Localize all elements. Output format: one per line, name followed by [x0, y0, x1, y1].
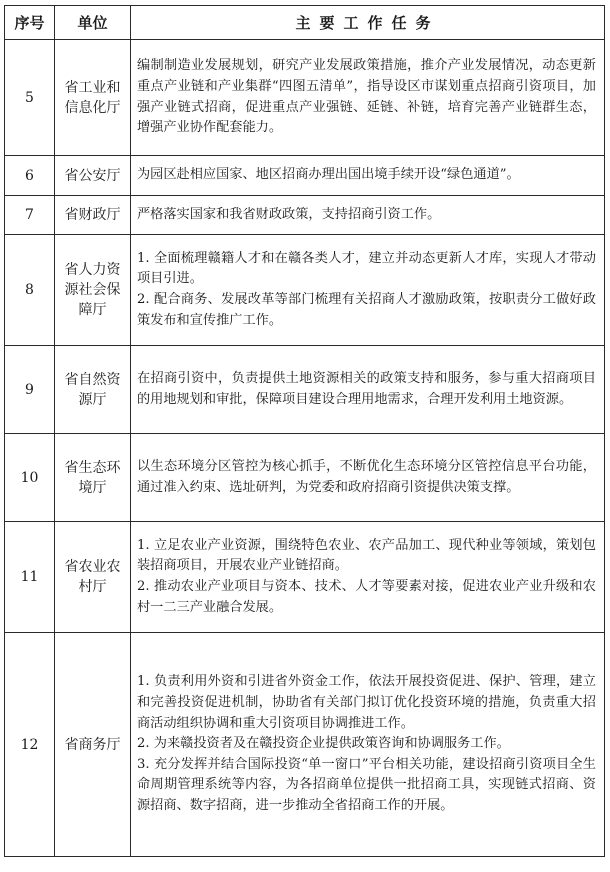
task-item: 严格落实国家和我省财政政策，支持招商引资工作。: [137, 206, 441, 222]
row-number: 11: [5, 522, 55, 633]
header-task: 主要工作任务: [131, 6, 605, 40]
row-unit: 省自然资源厅: [55, 346, 131, 434]
task-item: 3. 充分发挥并结合国际投资“单一窗口”平台相关功能，建设招商引资项目全生命周期管理系统等内容，为各招商单位提供一批招商工具，实现链式招商、资源招商、数字招商，进一步推动全省招商工作的开展。: [137, 756, 596, 813]
table-row: [5, 235, 605, 346]
row-number: 9: [5, 346, 55, 434]
row-unit: 省生态环境厅: [55, 434, 131, 522]
header-row: [5, 6, 605, 40]
table-row: [5, 156, 605, 196]
row-number: 8: [5, 235, 55, 346]
row-tasks: [131, 196, 605, 235]
row-unit: 省工业和信息化厅: [55, 40, 131, 156]
task-item: 2. 推动农业产业项目与资本、技术、人才等要素对接，促进农业产业升级和农村一二三产业融合发展。: [137, 579, 596, 615]
row-tasks: [131, 156, 605, 196]
task-item: 2. 为来赣投资者及在赣投资企业提供政策咨询和协调服务工作。: [137, 736, 510, 752]
row-number: 6: [5, 156, 55, 196]
row-number: 12: [5, 633, 55, 857]
task-item: 以生态环境分区管控为核心抓手，不断优化生态环境分区管控信息平台功能，通过准入约束、选址研判，为党委和政府招商引资提供决策支撑。: [137, 458, 596, 495]
task-item: 1. 全面梳理赣籍人才和在赣各类人才，建立并动态更新人才库，实现人才带动项目引进。: [137, 250, 596, 287]
row-tasks: [131, 633, 605, 857]
row-unit: 省农业农村厅: [55, 522, 131, 633]
table-row: [5, 346, 605, 434]
table-row: [5, 522, 605, 633]
row-tasks: [131, 522, 605, 633]
row-number: 7: [5, 196, 55, 235]
row-unit: 省财政厅: [55, 196, 131, 235]
task-item: 1. 立足农业产业资源，围绕特色农业、农产品加工、现代种业等领域，策划包装招商项目，开展农业产业链招商。: [137, 537, 596, 574]
row-number: 10: [5, 434, 55, 522]
row-unit: 省商务厅: [55, 633, 131, 857]
table-row: [5, 196, 605, 235]
task-item: 1. 负责利用外资和引进省外资金工作，依法开展投资促进、保护、管理，建立和完善投资促进机制，协助省有关部门拟订优化投资环境的措施，负责重大招商活动组织协调和重大引资项目协调推进工作。: [137, 674, 596, 731]
row-tasks: [131, 40, 605, 156]
table-row: [5, 633, 605, 857]
row-tasks: [131, 235, 605, 346]
task-item: 为园区赴相应国家、地区招商办理出国出境手续开设“绿色通道”。: [137, 167, 520, 183]
row-tasks: [131, 434, 605, 522]
task-item: 编制制造业发展规划，研究产业发展政策措施，推介产业发展情况，动态更新重点产业链和产业集群“四图五清单”，指导设区市谋划重点招商引资项目，加强产业链式招商，促进重点产业强链、延链、补链，培育完善产业链群生态，增强产业协作配套能力。: [137, 58, 596, 136]
table-row: [5, 434, 605, 522]
row-tasks: [131, 346, 605, 434]
row-unit: 省公安厅: [55, 156, 131, 196]
header-unit: 单位: [55, 6, 131, 40]
row-unit: 省人力资源社会保障厅: [55, 235, 131, 346]
header-no: 序号: [5, 6, 55, 40]
row-number: 5: [5, 40, 55, 156]
task-item: 在招商引资中，负责提供土地资源相关的政策支持和服务，参与重大招商项目的用地规划和审批，保障项目建设合理用地需求，合理开发利用土地资源。: [137, 370, 596, 407]
task-table: [4, 5, 605, 857]
table-row: [5, 40, 605, 156]
task-item: 2. 配合商务、发展改革等部门梳理有关招商人才激励政策，按职责分工做好政策发布和宣传推广工作。: [137, 292, 596, 328]
